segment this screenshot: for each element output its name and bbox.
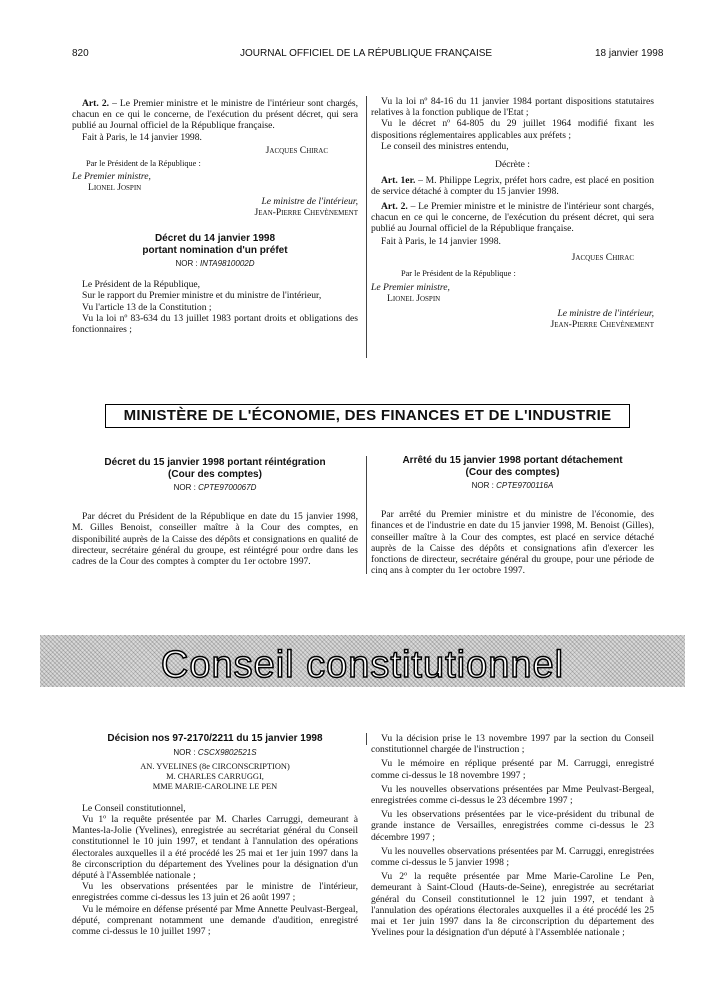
art2-label: Art. 2.: [82, 98, 110, 109]
decree-title-1: Décret du 14 janvier 1998: [154, 233, 276, 245]
body-p6: Vu 2º la requête présentée par Mme Marie-Caroline Le Pen, demeurant à Saint-Cloud (Hauts-de-Seine), enregistrée au secrétariat général du Conseil constitutionnel le 12 juin 1997, et tendant à l'annulation des opérations électorales auxquelles il a été procédé les 25 mai et 1er juin 1997 dans la 8e circonscription du département des Yvelines pour la désignation d'un député à l'Assemblée nationale ;: [371, 871, 654, 939]
body-p1: Le Conseil constitutionnel,: [82, 802, 186, 814]
pm-title: Le Premier ministre,: [72, 171, 151, 183]
decree-title-2: portant nomination d'un préfet: [142, 244, 288, 256]
nor-code: INTA9810002D: [199, 259, 255, 269]
arrete-body: Par arrêté du Premier ministre et du ministre de l'économie, des finances et de l'industrie en date du 15 janvier 1998, M. Benoist (Gilles), conseiller maître à la Cour des comptes, est placé en service détaché auprès de la Caisse des dépôts et consignations afin d'exercer les fonctions de directeur, secrétaire général du groupe, pour une période de cinq ans à compter du 1er octobre 1997.: [371, 509, 654, 577]
par-le-president: Par le Président de la République :: [86, 159, 201, 169]
nor-code: CSCX9802521S: [197, 747, 257, 757]
art1-label: Art. 1er.: [381, 175, 416, 187]
body-p3: Vu les nouvelles observations présentées par Mme Peulvast-Bergeal, enregistrées comme ci-dessus le 23 décembre 1997 ;: [371, 783, 654, 807]
mi-name: Jean-Pierre Chevènement: [550, 319, 654, 331]
body-p1: Vu la décision prise le 13 novembre 1997 par la section du Conseil constitutionnel chargée de l'instruction ;: [371, 733, 654, 756]
mi-name: Jean-Pierre Chevènement: [254, 206, 358, 218]
circonscription-line: AN. YVELINES (8e CIRCONSCRIPTION): [140, 761, 290, 771]
mid-left-column: [72, 457, 358, 567]
body-p2: Sur le rapport du Premier ministre et du ministre de l'intérieur,: [82, 290, 322, 302]
fait-line: Fait à Paris, le 14 janvier 1998.: [381, 236, 501, 248]
body-p1: Le Président de la République,: [82, 279, 201, 291]
nor-line: NOR : CPTE9700067D: [173, 483, 257, 492]
section-title: Conseil constitutionnel: [160, 644, 565, 686]
mid-right-column: [371, 455, 654, 576]
bottom-right-column: [371, 733, 654, 938]
signer: Jacques Chirac: [265, 144, 328, 156]
body-p3: Vu les observations présentées par le ministre de l'intérieur, enregistrées comme ci-dessus les 13 juin et 26 août 1997 ;: [72, 881, 358, 904]
decree-body: Par décret du Président de la République en date du 15 janvier 1998, M. Gilles Benoist, conseiller maître à la Cour des comptes, en disponibilité auprès de la Caisse des dépôts et consignations en qualité de directeur, secrétaire général du groupe, est réintégré pour ordre dans les cadres de la Cour des comptes à compter du 1er octobre 1997.: [72, 511, 358, 568]
decree-title-2: (Cour des comptes): [168, 468, 262, 480]
art2-paragraph: Art. 2. – Le Premier ministre et le ministre de l'intérieur sont chargés, chacun en ce qui le concerne, de l'exécution du présent décret, qui sera publié au Journal officiel de la République française.: [371, 200, 655, 235]
nor-line: NOR : CSCX9802521S: [173, 747, 257, 757]
body-p1: Vu la loi nº 84-16 du 11 janvier 1984 portant dispositions statutaires relatives à la fonction publique de l'Etat ;: [371, 96, 654, 119]
page-number: 820: [72, 48, 89, 59]
nor-code: CPTE9700116A: [496, 481, 554, 490]
nor-line: NOR : INTA9810002D: [175, 259, 255, 269]
pm-title: Le Premier ministre,: [371, 281, 450, 293]
body-p3: Vu l'article 13 de la Constitution ;: [82, 301, 212, 313]
column-divider: [366, 96, 367, 358]
nor-line: NOR : CPTE9700116A: [471, 481, 554, 490]
party-1: M. CHARLES CARRUGGI,: [166, 771, 264, 781]
nor-code: CPTE9700067D: [198, 483, 257, 492]
art2-label: Art. 2.: [381, 200, 408, 212]
body-p4: Vu le mémoire en défense présenté par Mme Annette Peulvast-Bergeal, député, comprenant notamment une demande d'audition, enregistré comme ci-dessus le 10 juillet 1997 ;: [72, 903, 358, 937]
body-p2: Vu le décret nº 64-805 du 29 juillet 1964 modifié fixant les dispositions réglementaires applicables aux préfets ;: [371, 118, 654, 141]
column-divider: [366, 733, 367, 745]
body-p3: Le conseil des ministres entendu,: [381, 140, 509, 152]
signer: Jacques Chirac: [571, 252, 634, 264]
party-2: MME MARIE-CAROLINE LE PEN: [152, 781, 278, 791]
body-p4: Vu les observations présentées par le vice-président du tribunal de grande instance de Versailles, enregistrées comme ci-dessus le 23 décembre 1997 ;: [371, 809, 654, 843]
journal-title: JOURNAL OFFICIEL DE LA RÉPUBLIQUE FRANÇAISE: [240, 48, 493, 59]
art1-paragraph: Art. 1er. – M. Philippe Legrix, préfet hors cadre, est placé en position de service détaché à compter du 15 janvier 1998.: [371, 175, 654, 198]
body-p2: Vu le mémoire en réplique présenté par M. Carruggi, enregistré comme ci-dessus le 18 novembre 1997 ;: [371, 758, 654, 781]
header-date: 18 janvier 1998: [595, 48, 664, 59]
decrete: Décrète :: [495, 159, 530, 171]
body-p2: Vu 1º la requête présentée par M. Charles Carruggi, demeurant à Mantes-la-Jolie (Yvelines), enregistrée au secrétariat général du Conseil constitutionnel le 10 juin 1997, et tendant à l'annulation des opérations électorales auxquelles il a été procédé les 25 mai et 1er juin 1997 dans la 8e circonscription du département des Yvelines pour la désignation d'un député à l'Assemblée nationale ;: [72, 813, 358, 881]
body-p4: Vu la loi nº 83-634 du 13 juillet 1983 portant droits et obligations des fonctionnaires ;: [72, 312, 358, 336]
body-p5: Vu les nouvelles observations présentées par M. Carruggi, enregistrées comme ci-dessus le 5 janvier 1998 ;: [371, 845, 654, 869]
mi-title: Le ministre de l'intérieur,: [557, 308, 654, 320]
arrete-title-2: (Cour des comptes): [465, 466, 560, 478]
mi-title: Le ministre de l'intérieur,: [261, 195, 358, 207]
top-right-column: [371, 96, 654, 331]
pm-name: Lionel Jospin: [88, 182, 142, 194]
column-divider: [366, 456, 367, 574]
decision-title: Décision nos 97-2170/2211 du 15 janvier 1998: [107, 733, 323, 744]
top-left-column: [72, 98, 358, 335]
arrete-title-1: Arrêté du 15 janvier 1998 portant détachement: [402, 455, 623, 466]
pm-name: Lionel Jospin: [387, 293, 441, 305]
fait-line: Fait à Paris, le 14 janvier 1998.: [82, 131, 202, 143]
art2-paragraph: Art. 2. – Le Premier ministre et le ministre de l'intérieur sont chargés, chacun en ce qui le concerne, de l'exécution du présent décret, qui sera publié au Journal officiel de la République française.: [72, 98, 359, 132]
par-le-president: Par le Président de la République :: [401, 268, 516, 278]
decree-title-1: Décret du 15 janvier 1998 portant réintégration: [104, 457, 326, 468]
bottom-left-column: [72, 733, 358, 937]
ministry-banner: MINISTÈRE DE L'ÉCONOMIE, DES FINANCES ET DE L'INDUSTRIE: [105, 404, 630, 428]
